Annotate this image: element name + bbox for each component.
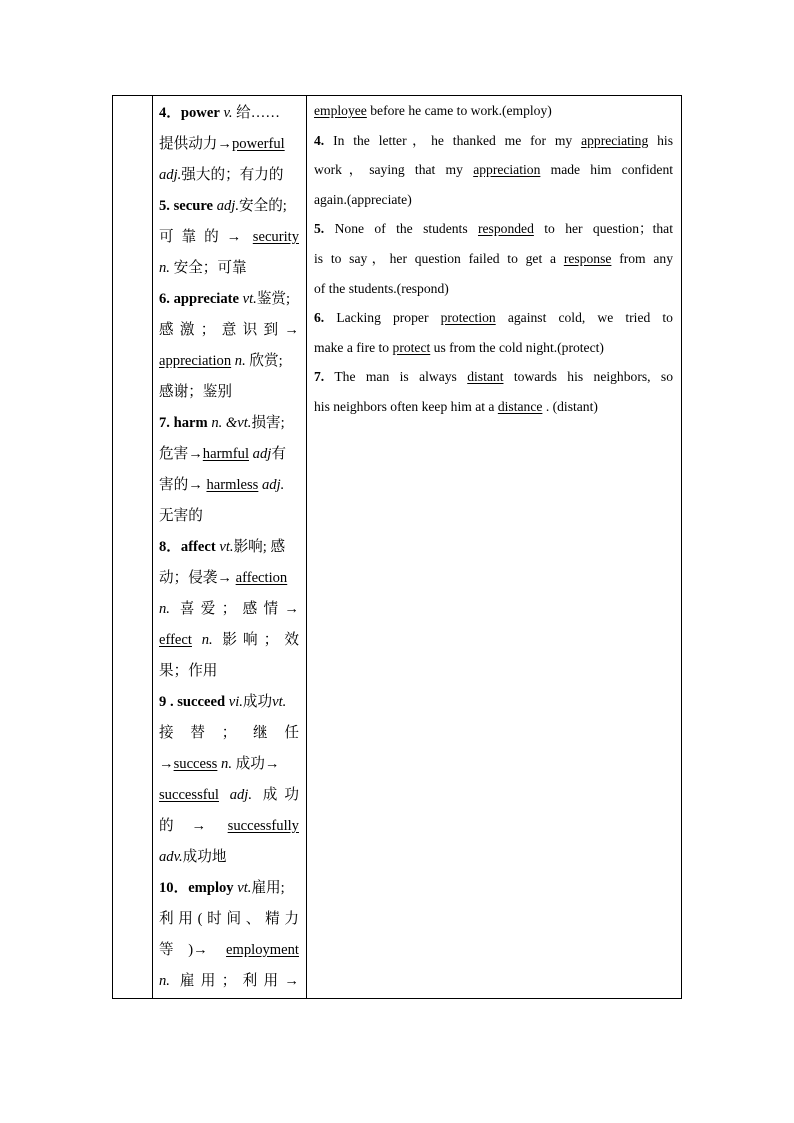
vocab-line: 动；侵袭→ affection <box>159 570 288 586</box>
answer-harmful: harmful <box>202 446 249 462</box>
answer-employee: employee <box>314 103 367 118</box>
vocab-line: adj.强大的；有力的 <box>159 167 284 183</box>
vocab-line: 害的→ harmless adj. <box>159 477 285 493</box>
answer-appreciation-2: appreciation <box>473 162 541 178</box>
answer-response: response <box>563 250 612 266</box>
vocab-line: 8．affect vt.影响; 感 <box>159 539 286 555</box>
sentences-column <box>307 96 681 998</box>
answer-distance: distance <box>497 398 543 414</box>
answer-successfully: successfully <box>227 818 299 834</box>
answer-powerful: powerful <box>231 136 285 152</box>
vocab-line: 接替；继任 <box>159 725 299 741</box>
answer-appreciating: appreciating <box>581 132 649 148</box>
answer-responded: responded <box>478 221 534 237</box>
sentence-line: 5. None of the students responded to her question；that <box>314 221 673 237</box>
worksheet-table <box>112 95 682 999</box>
vocab-line: 无害的 <box>159 508 203 524</box>
vocab-line: n. 雇用；利用→ <box>159 973 299 989</box>
vocab-line: 6. appreciate vt.鉴赏; <box>159 291 291 307</box>
vocab-line: 10．employ vt.雇用; <box>159 880 285 896</box>
sentence-line: work，saying that my appreciation made him confident <box>314 162 673 178</box>
vocab-line: 9 . succeed vi.成功vt. <box>159 694 287 710</box>
vocab-line: adv.成功地 <box>159 849 227 865</box>
vocab-line: successful adj. 成功 <box>159 787 299 803</box>
sentence-line: his neighbors often keep him at a distance . (distant) <box>314 398 598 414</box>
answer-protect: protect <box>392 339 431 355</box>
vocab-line: →success n. 成功→ <box>159 756 280 772</box>
vocab-line: 感谢；鉴别 <box>159 384 232 400</box>
answer-success: success <box>173 756 218 772</box>
sentence-line: again.(appreciate) <box>314 191 412 207</box>
vocab-line: appreciation n. 欣赏; <box>159 353 283 369</box>
sentence-line: 7. The man is always distant towards his neighbors, so <box>314 369 673 385</box>
answer-harmless: harmless <box>206 477 259 493</box>
vocabulary-column <box>153 96 307 998</box>
vocab-line: effect n. 影响；效 <box>159 632 299 648</box>
answer-employment: employment <box>226 942 299 958</box>
sentence-line: employee before he came to work.(employ) <box>314 103 552 118</box>
vocab-line: 5. secure adj.安全的; <box>159 198 287 214</box>
vocab-line: 4．power v. 给…… <box>159 105 280 121</box>
sentence-line: 4. In the letter，he thanked me for my appreciating his <box>314 132 673 148</box>
sentence-line: 6. Lacking proper protection against cold, we tried to <box>314 310 673 326</box>
vocab-line: n. 安全；可靠 <box>159 260 247 276</box>
vocab-line: 可靠的→ security <box>159 229 299 245</box>
vocab-line: 利用(时间、精力 <box>159 911 299 927</box>
answer-successful: successful <box>159 787 219 803</box>
empty-column <box>113 96 153 998</box>
vocab-line: 感激；意识到→ <box>159 322 299 338</box>
answer-protection: protection <box>440 310 496 326</box>
vocab-line: n. 喜爱；感情→ <box>159 601 299 617</box>
vocab-line: 提供动力→powerful <box>159 136 285 152</box>
sentence-line: of the students.(respond) <box>314 280 449 296</box>
answer-security: security <box>252 229 299 245</box>
sentence-line: is to say，her question failed to get a response from any <box>314 250 673 266</box>
vocab-line: 果；作用 <box>159 663 218 679</box>
answer-distant: distant <box>467 369 504 385</box>
vocab-line: 危害→harmful adj有 <box>159 446 286 462</box>
vocab-line: 的→ successfully <box>159 818 299 834</box>
sentence-line: make a fire to protect us from the cold night.(protect) <box>314 339 604 355</box>
answer-appreciation: appreciation <box>159 353 232 369</box>
answer-effect: effect <box>159 632 192 648</box>
answer-affection: affection <box>235 570 288 586</box>
vocab-line: 7. harm n. &vt.损害; <box>159 415 285 431</box>
vocab-line: 等)→ employment <box>159 942 299 958</box>
